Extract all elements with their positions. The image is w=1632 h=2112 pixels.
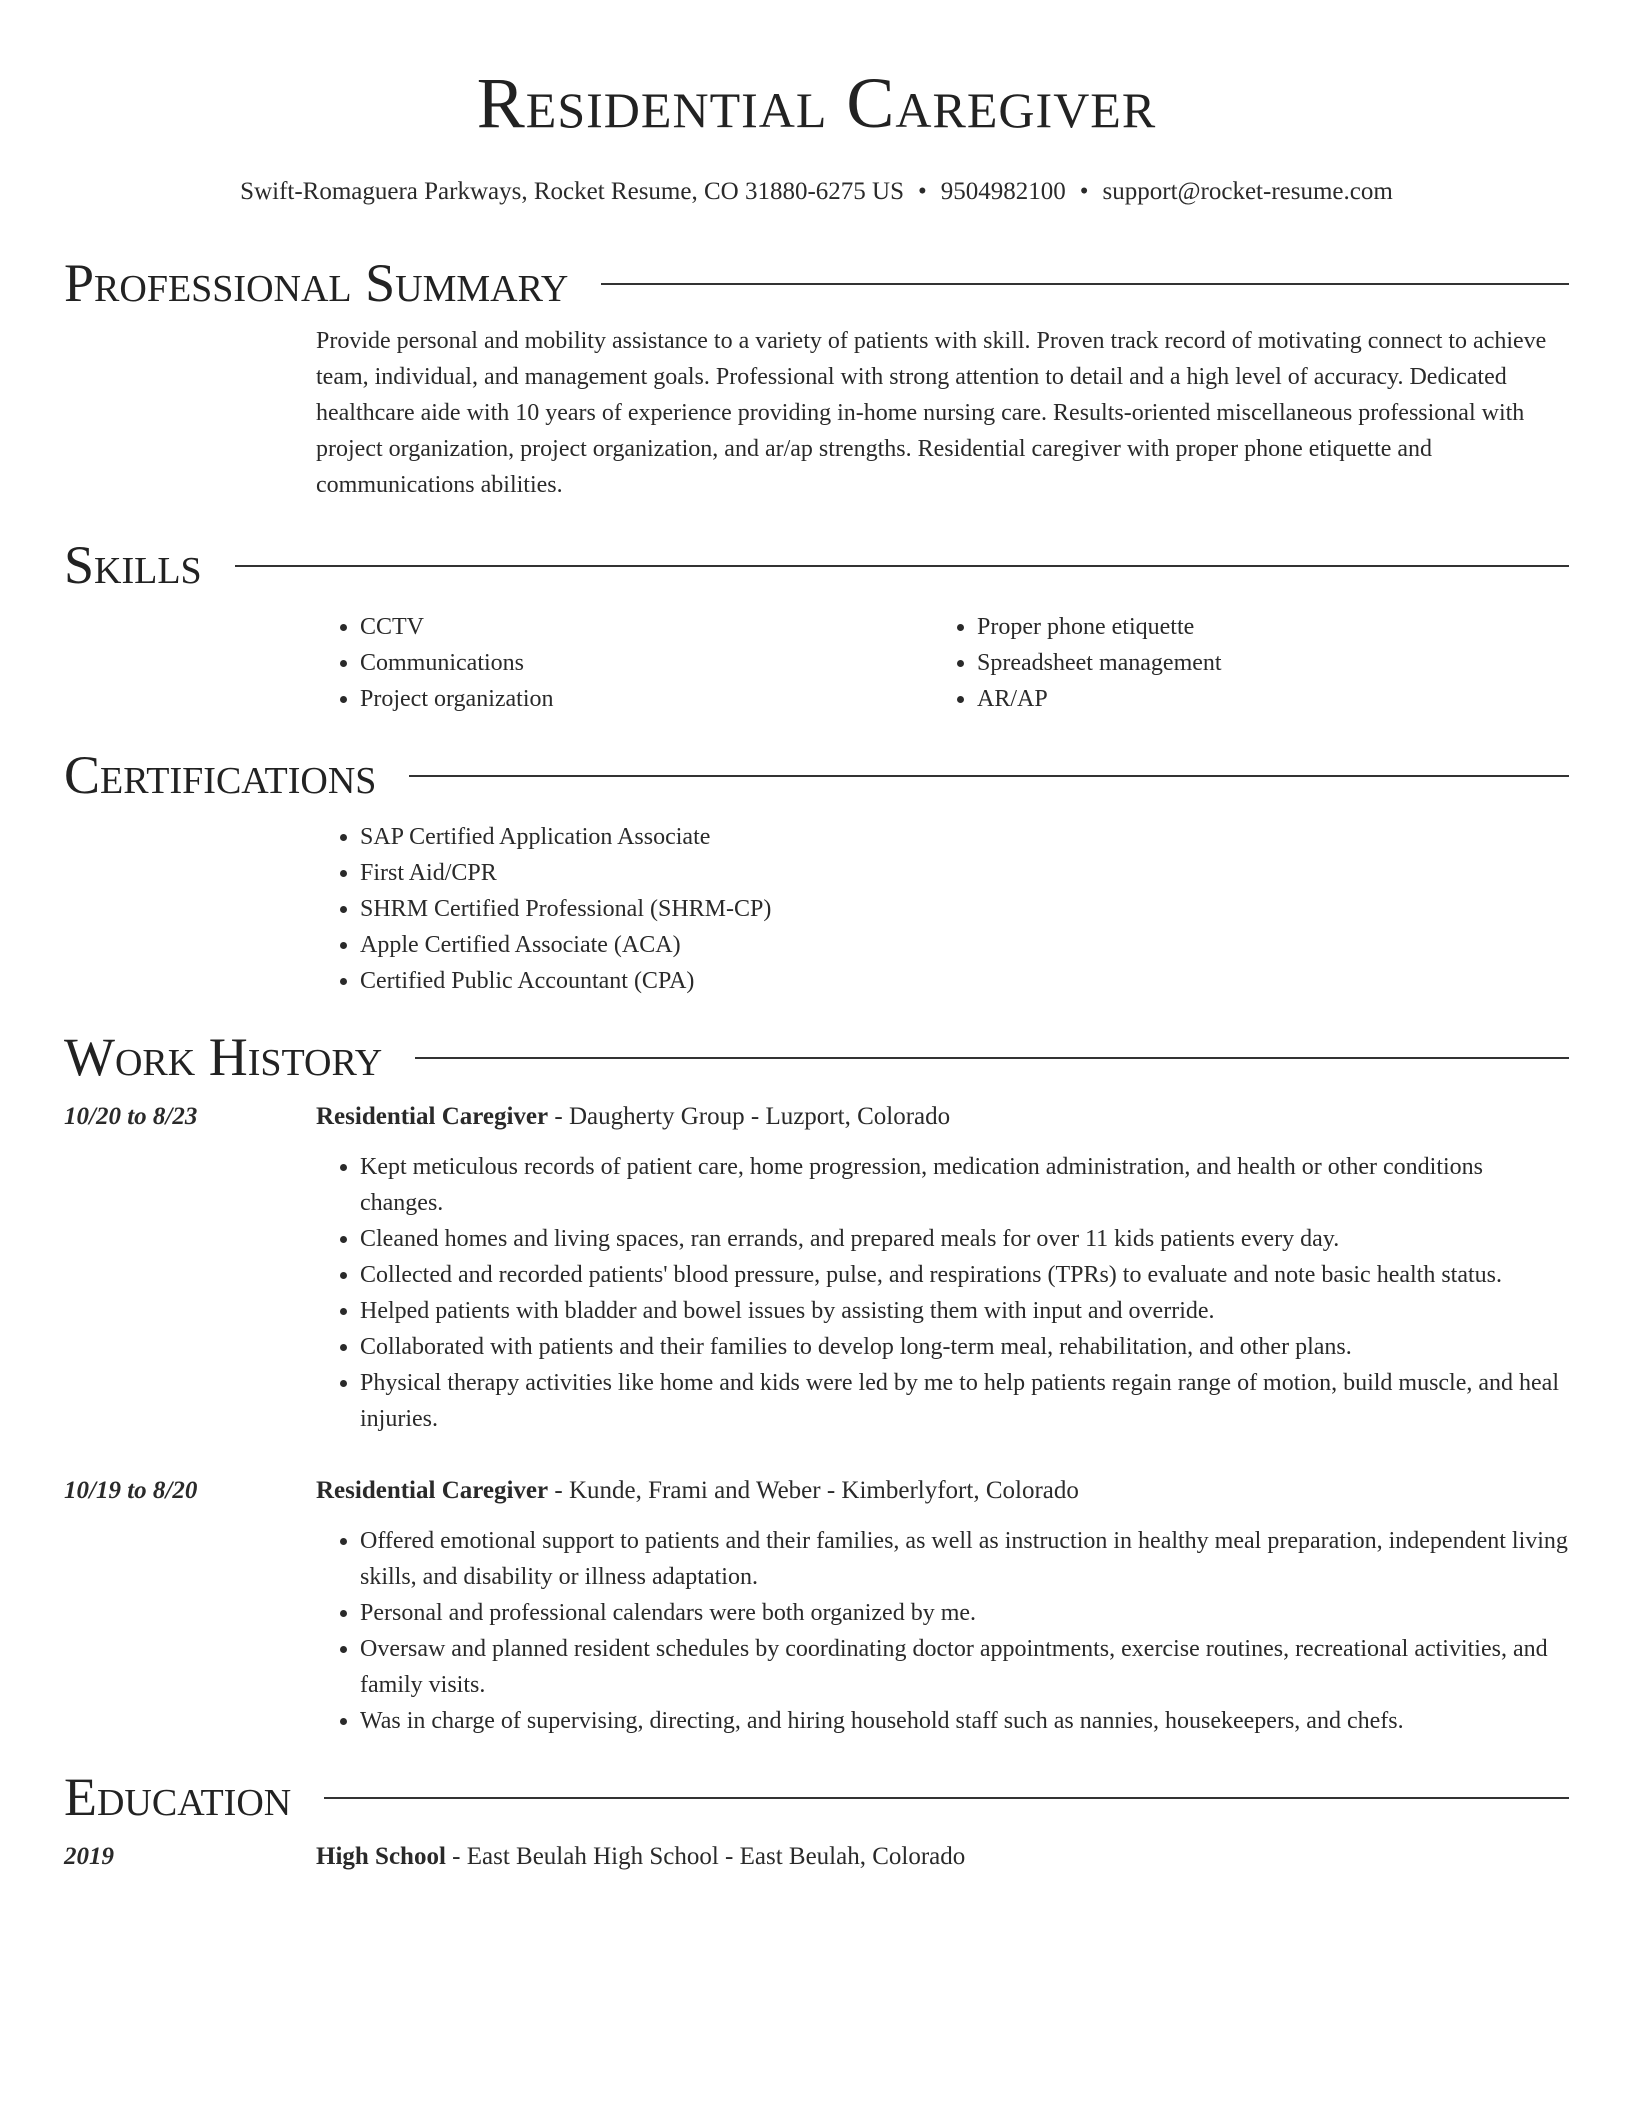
job-body [316, 1099, 1569, 1437]
skill-item: • Project organization [360, 681, 933, 717]
certification-item: • SAP Certified Application Associate [360, 819, 1569, 855]
job-dates: 10/20 to 8/23 [64, 1103, 198, 1130]
job-bullet: • Was in charge of supervising, directing, and hiring household staff such as nannies, housekeepers, and chefs. [360, 1703, 1569, 1739]
section-divider [601, 283, 1569, 285]
job-bullet: • Offered emotional support to patients and their families, as well as instruction in healthy meal preparation, independent living skills, and disability or illness adaptation. [360, 1523, 1569, 1595]
work-history-heading: Work History [64, 1027, 383, 1087]
section-divider [409, 775, 1569, 777]
job-entry [64, 1473, 1569, 1739]
job-bullets [316, 1523, 1569, 1739]
skill-item: • Spreadsheet management [977, 645, 1550, 681]
job-bullet: • Physical therapy activities like home and kids were led by me to help patients regain range of motion, build muscle, and heal injuries. [360, 1365, 1569, 1437]
education-entry [64, 1839, 1569, 1875]
summary-text: Provide personal and mobility assistance to a variety of patients with skill. Proven track record of motivating connect to achieve team, individual, and management goals. Professional with strong attention to detail and a high level of accuracy. Dedicated healthcare aide with 10 years of experience providing in-home nursing care. Results-oriented miscellaneous professional with project organization, project organization, and ar/ap strengths. Residential caregiver with proper phone etiquette and communications abilities. [316, 328, 1547, 498]
certifications-list [316, 819, 1569, 999]
contact-line [64, 177, 1569, 207]
work-history-header [64, 1025, 1569, 1089]
job-employer: - Kunde, Frami and Weber - Kimberlyfort, Colorado [548, 1477, 1079, 1504]
skills-header [64, 533, 1569, 597]
job-dates: 10/19 to 8/20 [64, 1477, 198, 1504]
education-degree: High School [316, 1843, 446, 1870]
certification-item: • Certified Public Accountant (CPA) [360, 963, 1569, 999]
skills-section [64, 533, 1569, 717]
skills-right-column [933, 609, 1550, 717]
education-section [64, 1765, 1569, 1875]
job-title: Residential Caregiver [316, 1477, 549, 1504]
section-divider [235, 565, 1569, 567]
education-title-line [316, 1839, 1569, 1875]
job-title-line [316, 1473, 1569, 1509]
summary-section [64, 251, 1569, 503]
job-bullet: • Personal and professional calendars were both organized by me. [360, 1595, 1569, 1631]
job-entry [64, 1099, 1569, 1437]
resume-name: Residential Caregiver [476, 63, 1157, 143]
summary-heading: Professional Summary [64, 253, 569, 313]
skill-item: • Proper phone etiquette [977, 609, 1550, 645]
certification-item: • First Aid/CPR [360, 855, 1569, 891]
job-title: Residential Caregiver [316, 1103, 549, 1130]
section-divider [415, 1057, 1569, 1059]
job-bullet: • Kept meticulous records of patient care, home progression, medication administration, and health or other conditions changes. [360, 1149, 1569, 1221]
job-body [316, 1473, 1569, 1739]
skill-item: • CCTV [360, 609, 933, 645]
education-school: - East Beulah High School - East Beulah, Colorado [445, 1843, 966, 1870]
education-heading: Education [64, 1767, 292, 1827]
skills-heading: Skills [64, 535, 202, 595]
job-bullet: • Helped patients with bladder and bowel issues by assisting them with input and override. [360, 1293, 1569, 1329]
summary-header [64, 251, 1569, 315]
job-bullets [316, 1149, 1569, 1437]
job-title-line [316, 1099, 1569, 1135]
contact-separator: • [1079, 178, 1089, 205]
education-body [316, 1839, 1569, 1875]
certifications-heading: Certifications [64, 745, 377, 805]
contact-phone: 9504982100 [940, 178, 1066, 205]
work-history-section [64, 1025, 1569, 1739]
certification-item: • SHRM Certified Professional (SHRM-CP) [360, 891, 1569, 927]
contact-email: support@rocket-resume.com [1102, 178, 1393, 205]
job-bullet: • Collected and recorded patients' blood pressure, pulse, and respirations (TPRs) to evaluate and note basic health status. [360, 1257, 1569, 1293]
job-bullet: • Collaborated with patients and their families to develop long-term meal, rehabilitation, and other plans. [360, 1329, 1569, 1365]
certifications-header [64, 743, 1569, 807]
skills-left-column [316, 609, 933, 717]
contact-address: Swift-Romaguera Parkways, Rocket Resume, CO 31880-6275 US [240, 178, 904, 205]
education-header [64, 1765, 1569, 1829]
skill-item: • AR/AP [977, 681, 1550, 717]
education-year: 2019 [64, 1843, 114, 1870]
certification-item: • Apple Certified Associate (ACA) [360, 927, 1569, 963]
contact-separator: • [917, 178, 927, 205]
job-employer: - Daugherty Group - Luzport, Colorado [548, 1103, 951, 1130]
job-bullet: • Oversaw and planned resident schedules by coordinating doctor appointments, exercise routines, recreational activities, and family visits. [360, 1631, 1569, 1703]
skill-item: • Communications [360, 645, 933, 681]
certifications-section [64, 743, 1569, 999]
skills-columns [316, 609, 1569, 717]
job-bullet: • Cleaned homes and living spaces, ran errands, and prepared meals for over 11 kids patients every day. [360, 1221, 1569, 1257]
section-divider [324, 1797, 1569, 1799]
